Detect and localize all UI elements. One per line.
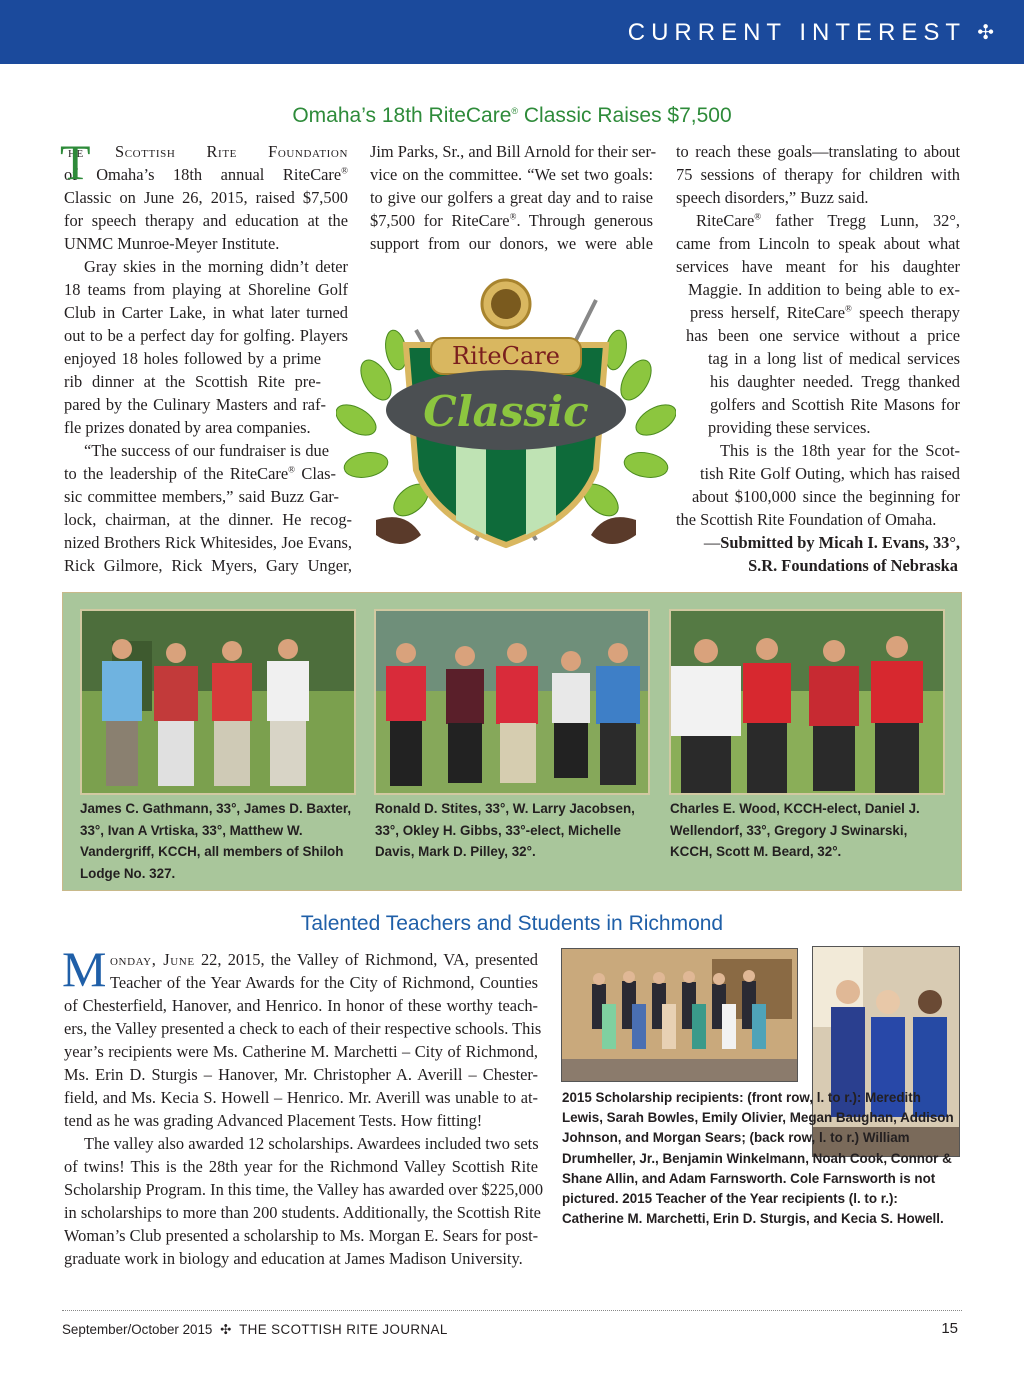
footer-issue: September/October 2015 (62, 1322, 213, 1337)
drop-cap-m: M (62, 941, 107, 997)
article1-column-1: he Scottish Rite Foundation of Omaha’s 18th annual RiteCare® Classic on June 26, 2015, raised $7,500 for speech therapy and education at the UNMC Munroe-Meyer Institute. Gray skies in the morning didn’t deter 18 teams from playing at Shoreline Golf Club in Carter Lake, in what later turned out to be a perfect day for golfing. Players enjoyed 18 holes followed by a prime rib dinner at the Scottish Rite pre- pared by the Culinary Masters and raf- fle prizes donated by area companies. “The success of our fundraiser is due to the leadership of the RiteCare® Clas- sic committee members,” said Buzz Gar- lock, chairman, at the dinner. He recog- nized Brothers Rick Whitesides, Joe Evans, Rick Gilmore, Rick Myers, Gary Unger, (64, 142, 352, 575)
cross-icon: ✣ (977, 20, 994, 44)
footer (62, 1322, 448, 1338)
article-title-richmond: Talented Teachers and Students in Richmond (300, 912, 724, 935)
section-header-bar (0, 0, 1024, 64)
footer-divider (62, 1310, 962, 1311)
page-number: 15 (941, 1320, 958, 1337)
logo-classic-text: Classic (423, 387, 589, 436)
photo-3-caption: Charles E. Wood, KCCH-elect, Daniel J. Wellendorf, 33°, Gregory J Swinarski, KCCH, Scott M. Beard, 32°. (670, 801, 920, 859)
golf-photo-2 (374, 609, 650, 795)
photo-2-caption: Ronald D. Stites, 33°, W. Larry Jacobsen, 33°, Okley H. Gibbs, 33°-elect, Michelle Davis, Mark D. Pilley, 32°. (375, 801, 635, 859)
article-title-ritecare: Omaha’s 18th RiteCare® Classic Raises $7,500 (292, 104, 732, 127)
section-title: CURRENT INTEREST (627, 19, 966, 46)
article2-body: onday, June 22, 2015, the Valley of Richmond, VA, presented Teacher of the Year Awards for the City of Richmond, Counties of Chesterfield, Hanover, and Henrico. In honor of these worthy teach- ers, the Valley presented a check to each of their respective schools. This year’s recipients were Ms. Catherine M. Marchetti – City of Richmond, Ms. Erin D. Sturgis – Hanover, Mr. Christopher A. Averill – Chester- field, and Ms. Kecia S. Howell – Henrico. Mr. Averill was unable to at- tend as he was grading Advanced Placement Tests. How fitting! The valley also awarded 12 scholarships. Awardees included two sets of twins! This is the 28th year for the Richmond Valley Scottish Rite Scholarship Program. In this time, the Valley has awarded over $225,000 in scholarships to more than 200 students. Additionally, the Scottish Rite Woman’s Club presented a scholarship to Ms. Morgan E. Sears for post- graduate work in biology and education at James Madison University. (64, 950, 544, 1268)
photo-1-caption: James C. Gathmann, 33°, James D. Baxter, 33°, Ivan A Vrtiska, 33°, Matthew W. Vandergriff, KCCH, all members of Shiloh Lodge No. 327. (80, 801, 352, 881)
drop-cap-t: T (60, 134, 91, 190)
ritecare-classic-logo (336, 270, 676, 570)
golf-photo-1 (80, 609, 356, 795)
logo-ritecare-text: RiteCare (452, 342, 560, 370)
richmond-photos-caption: 2015 Scholarship recipients: (front row, l. to r.): Meredith Lewis, Sarah Bowles, Emily Olivier, Megan Baughan, Addison Johnson, and Morgan Sears; (back row, l. to r.) William Drumheller, Jr., Benjamin Winkelmann, Noah Cook, Connor & Shane Allin, and Adam Farnsworth. Cole Farnsworth is not pictured. 2015 Teacher of the Year recipients (l. to r.): Catherine M. Marchetti, Erin D. Sturgis, and Kecia S. Howell. (562, 1090, 954, 1227)
scholarship-group-photo (561, 948, 798, 1082)
article1-column-3: to reach these goals—translating to about 75 sessions of therapy for children with speech disorders,” Buzz said. RiteCare® father Tregg Lunn, 32°, came from Lincoln to speak about what services have meant for his daughter Maggie. In addition to being able to ex- press herself, RiteCare® speech therapy has been one service without a price tag in a long list of medical services his daughter needed. Tregg thanked golfers and Scottish Rite Masons for providing these services. This is the 18th year for the Scot- tish Rite Golf Outing, which has raised about $100,000 since the beginning for the Scottish Rite Foundation of Omaha. —Submitted by Micah I. Evans, 33°, S.R. Foundations of Nebraska (676, 142, 960, 575)
article1-column-2: Jim Parks, Sr., and Bill Arnold for their ser- vice on the committee. “We set two goals: to give our golfers a great day and to raise $7,500 for RiteCare®. Through generous support from our donors, we were able (370, 142, 657, 253)
golf-photos-panel (62, 592, 962, 891)
cross-icon: ✣ (220, 1322, 232, 1337)
footer-journal: THE SCOTTISH RITE JOURNAL (239, 1322, 448, 1337)
golf-photo-3 (669, 609, 945, 795)
